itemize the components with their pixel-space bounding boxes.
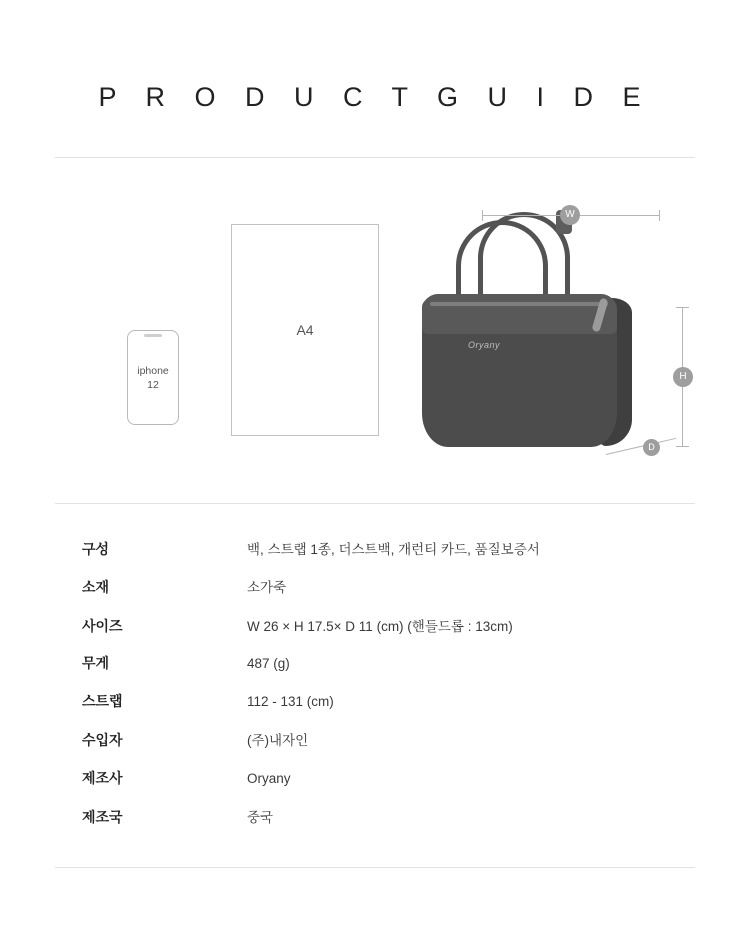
spec-value: 백, 스트랩 1종, 더스트백, 개런티 카드, 품질보증서 (247, 542, 540, 557)
spec-key: 제조사 (82, 769, 123, 786)
phone-label-line2: 12 (147, 378, 159, 391)
height-dimension-cap-top (676, 307, 689, 308)
a4-paper-outline (231, 224, 379, 436)
spec-key: 제조국 (82, 809, 123, 826)
height-dimension-cap-bottom (676, 446, 689, 447)
bag-illustration (410, 202, 687, 472)
spec-value: 중국 (247, 810, 274, 826)
bag-top-panel (422, 294, 617, 334)
width-badge: W (560, 205, 580, 225)
size-illustration (55, 180, 695, 495)
spec-value: (주)내자인 (247, 733, 309, 749)
table-row (82, 576, 682, 614)
table-row (82, 538, 682, 576)
a4-label: A4 (296, 322, 314, 338)
spec-value: 112 - 131 (cm) (247, 694, 334, 710)
divider-bottom (55, 867, 695, 868)
depth-badge: D (643, 439, 660, 456)
spec-key: 수입자 (82, 732, 123, 749)
spec-value: 487 (g) (247, 655, 290, 671)
iphone-outline (127, 330, 179, 425)
spec-table (82, 538, 682, 844)
spec-value: W 26 × H 17.5× D 11 (cm) (핸들드롭 : 13cm) (247, 618, 513, 634)
page-title: P R O D U C T G U I D E (98, 82, 652, 112)
table-row (82, 806, 682, 844)
table-row (82, 729, 682, 767)
table-row (82, 615, 682, 653)
table-row (82, 768, 682, 806)
spec-key: 무게 (82, 654, 110, 671)
table-row (82, 653, 682, 691)
bag-logo: Oryany (468, 340, 501, 350)
spec-value: Oryany (247, 770, 291, 786)
phone-label (128, 364, 178, 392)
spec-key: 소재 (82, 579, 110, 596)
spec-value: 소가죽 (247, 580, 287, 596)
divider-middle (55, 503, 695, 504)
spec-key: 사이즈 (82, 617, 123, 634)
height-badge: H (673, 367, 693, 387)
phone-label-line1: iphone (137, 364, 169, 377)
width-dimension-cap-left (482, 210, 483, 221)
spec-key: 스트랩 (82, 693, 123, 710)
phone-notch (144, 334, 162, 337)
divider-top (55, 157, 695, 158)
bag-zipper (430, 302, 608, 306)
spec-key: 구성 (82, 541, 110, 557)
table-row (82, 691, 682, 729)
width-dimension-cap-right (659, 210, 660, 221)
